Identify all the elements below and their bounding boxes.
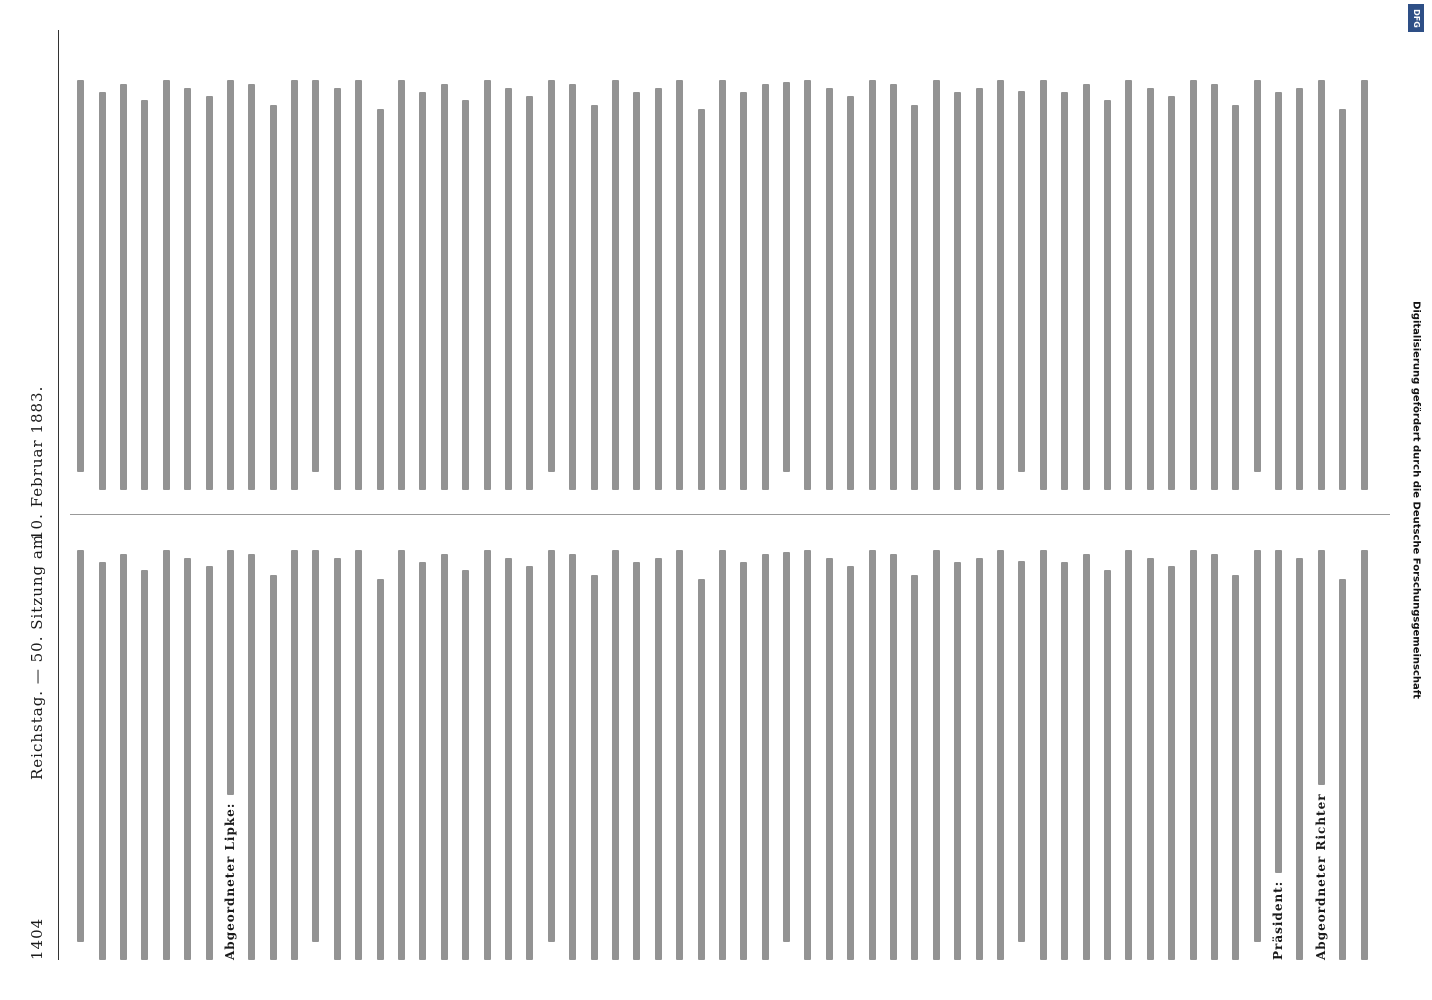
page-header — [28, 30, 54, 960]
text-column-right — [70, 80, 1375, 490]
text-line — [263, 550, 284, 960]
text-line — [113, 80, 134, 490]
text-line — [70, 80, 91, 490]
text-line — [220, 80, 241, 490]
speaker-name: Präsident: — [1270, 880, 1285, 960]
text-line — [1033, 80, 1054, 490]
text-line — [583, 80, 604, 490]
text-line — [498, 550, 519, 960]
text-line — [562, 550, 583, 960]
text-line — [134, 550, 155, 960]
text-line — [113, 550, 134, 960]
text-line — [177, 80, 198, 490]
text-line — [583, 550, 604, 960]
text-line — [1353, 80, 1374, 490]
text-line — [1182, 550, 1203, 960]
text-line — [1054, 80, 1075, 490]
speaker-name: Abgeordneter Richter — [1313, 793, 1328, 960]
column-divider — [70, 514, 1390, 515]
text-line — [1311, 80, 1332, 490]
text-line — [369, 80, 390, 490]
speaker-line — [1268, 550, 1289, 960]
text-line — [712, 550, 733, 960]
text-line — [968, 550, 989, 960]
text-line — [1289, 550, 1310, 960]
text-line — [284, 80, 305, 490]
text-line — [776, 80, 797, 490]
text-line — [883, 550, 904, 960]
text-line — [1332, 80, 1353, 490]
text-line — [434, 550, 455, 960]
text-line — [648, 550, 669, 960]
text-line — [241, 550, 262, 960]
text-line — [91, 550, 112, 960]
text-line — [91, 80, 112, 490]
text-line — [1289, 80, 1310, 490]
text-line — [733, 80, 754, 490]
text-line — [626, 80, 647, 490]
text-line — [434, 80, 455, 490]
text-line — [690, 80, 711, 490]
text-line — [819, 550, 840, 960]
text-line — [926, 550, 947, 960]
text-line — [412, 80, 433, 490]
text-line — [327, 550, 348, 960]
text-line — [541, 550, 562, 960]
text-line — [1268, 80, 1289, 490]
text-line — [348, 550, 369, 960]
text-line — [990, 80, 1011, 490]
text-line — [177, 550, 198, 960]
text-line — [70, 550, 91, 960]
text-line — [776, 550, 797, 960]
text-line — [861, 550, 882, 960]
text-line — [797, 80, 818, 490]
text-line — [412, 550, 433, 960]
text-line — [263, 80, 284, 490]
text-line — [476, 80, 497, 490]
text-line — [498, 80, 519, 490]
text-line — [883, 80, 904, 490]
text-line — [305, 80, 326, 490]
text-line — [1011, 80, 1032, 490]
text-line — [797, 550, 818, 960]
text-line — [519, 80, 540, 490]
text-line — [327, 80, 348, 490]
text-line — [1140, 80, 1161, 490]
text-line — [1225, 80, 1246, 490]
text-line — [1118, 550, 1139, 960]
text-line — [1204, 80, 1225, 490]
text-line — [1246, 80, 1267, 490]
text-line — [541, 80, 562, 490]
text-line — [926, 80, 947, 490]
text-line — [1075, 80, 1096, 490]
text-line — [1332, 550, 1353, 960]
text-line — [476, 550, 497, 960]
margin-notice — [1408, 20, 1424, 980]
text-line — [1161, 80, 1182, 490]
text-line — [1118, 80, 1139, 490]
text-line — [861, 80, 882, 490]
text-line — [134, 80, 155, 490]
text-line — [391, 550, 412, 960]
text-line — [1353, 550, 1374, 960]
text-line — [755, 550, 776, 960]
text-line — [348, 80, 369, 490]
page-date: 10. Februar 1883. — [28, 385, 46, 540]
text-line — [1033, 550, 1054, 960]
text-line — [455, 80, 476, 490]
text-line — [1225, 550, 1246, 960]
text-line — [690, 550, 711, 960]
text-line — [990, 550, 1011, 960]
text-line — [968, 80, 989, 490]
text-line — [1161, 550, 1182, 960]
text-line — [626, 550, 647, 960]
text-line — [241, 80, 262, 490]
text-column-left — [70, 550, 1375, 960]
text-line — [1054, 550, 1075, 960]
text-line — [605, 550, 626, 960]
text-line — [904, 550, 925, 960]
text-line — [733, 550, 754, 960]
text-line — [605, 80, 626, 490]
speaker-line — [220, 550, 241, 960]
text-line — [455, 550, 476, 960]
text-line — [1182, 80, 1203, 490]
text-line — [904, 80, 925, 490]
text-line — [562, 80, 583, 490]
text-line — [947, 80, 968, 490]
speaker-name: Abgeordneter Lipke: — [222, 802, 237, 960]
text-line — [755, 80, 776, 490]
text-line — [1075, 550, 1096, 960]
text-line — [840, 80, 861, 490]
text-line — [840, 550, 861, 960]
text-line — [669, 550, 690, 960]
margin-notice-text: Digitalisierung gefördert durch die Deutsche Forschungsgemeinschaft — [1410, 301, 1422, 699]
page-title: Reichstag. — 50. Sitzung am — [28, 533, 46, 780]
text-line — [1140, 550, 1161, 960]
text-line — [369, 550, 390, 960]
text-line — [1011, 550, 1032, 960]
text-line — [284, 550, 305, 960]
text-line — [947, 550, 968, 960]
text-line — [669, 80, 690, 490]
dfg-logo: DFG — [1408, 4, 1424, 32]
text-line — [391, 80, 412, 490]
text-line — [1097, 80, 1118, 490]
page-number: 1404 — [28, 917, 46, 960]
header-rule — [58, 30, 59, 960]
text-line — [198, 550, 219, 960]
text-line — [198, 80, 219, 490]
text-line — [1204, 550, 1225, 960]
text-line — [519, 550, 540, 960]
text-line — [1246, 550, 1267, 960]
speaker-line — [1311, 550, 1332, 960]
text-line — [819, 80, 840, 490]
text-line — [156, 550, 177, 960]
text-line — [156, 80, 177, 490]
text-line — [712, 80, 733, 490]
text-line — [305, 550, 326, 960]
text-line — [1097, 550, 1118, 960]
text-line — [648, 80, 669, 490]
